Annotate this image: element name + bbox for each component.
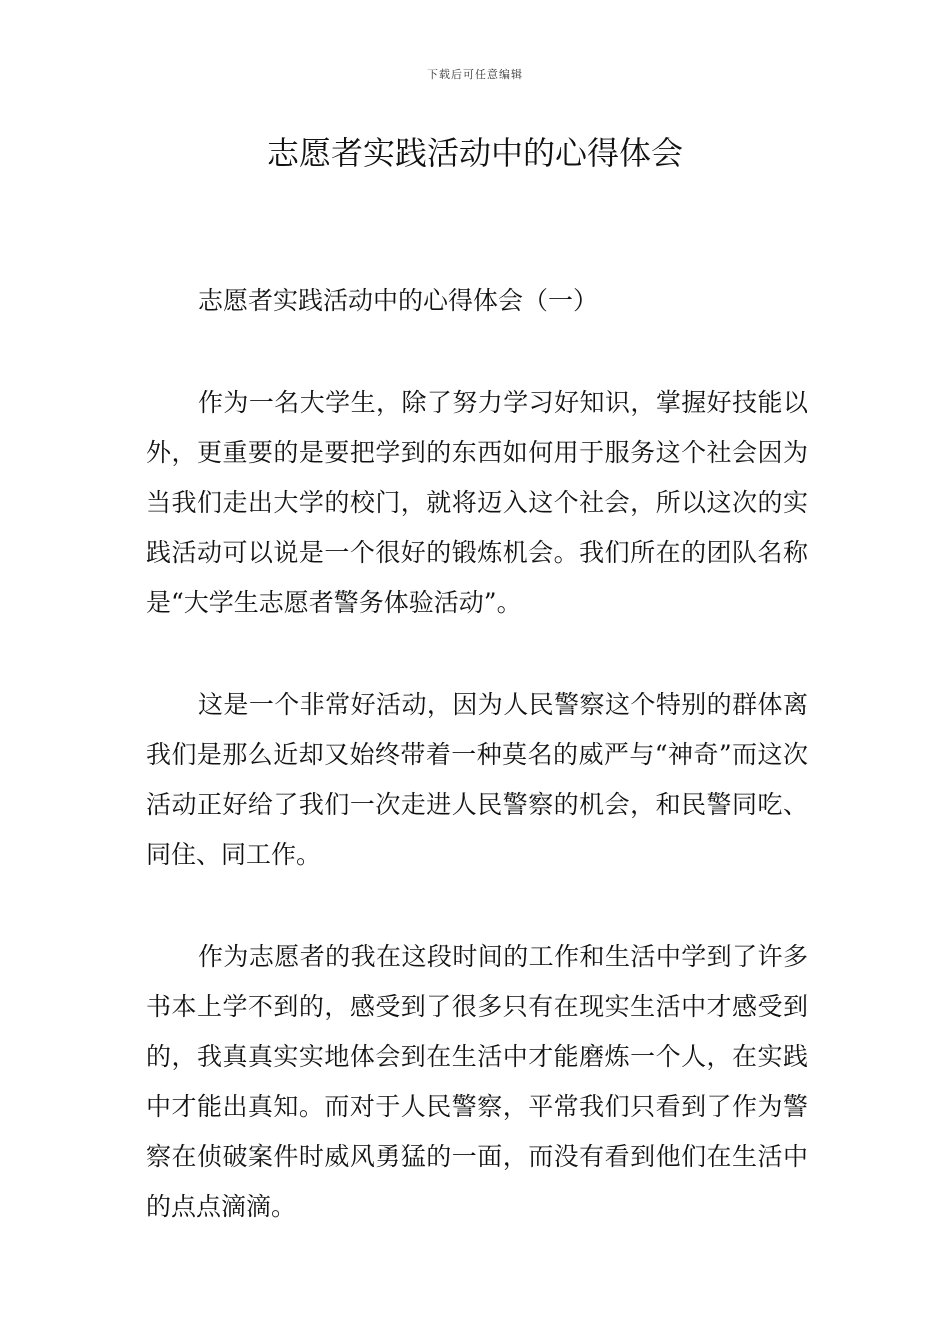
- section-subtitle: 志愿者实践活动中的心得体会（一）: [198, 286, 599, 315]
- header-note: 下载后可任意编辑: [427, 68, 523, 81]
- paragraph-2: 这是一个非常好活动，因为人民警察这个特别的群体离我们是那么近却又始终带着一种莫名的威严与“神奇”而这次活动正好给了我们一次走进人民警察的机会，和民警同吃、同住、同工作。: [146, 690, 808, 869]
- document-title: 志愿者实践活动中的心得体会: [266, 134, 683, 172]
- paragraph-3: 作为志愿者的我在这段时间的工作和生活中学到了许多书本上学不到的，感受到了很多只有在现实生活中才感受到的，我真真实实地体会到在生活中才能磨炼一个人，在实践中才能出真知。而对于人民警察，平常我们只看到了作为警察在侦破案件时威风勇猛的一面，而没有看到他们在生活中的点点滴滴。: [146, 942, 808, 1221]
- paragraph-1: 作为一名大学生，除了努力学习好知识，掌握好技能以外，更重要的是要把学到的东西如何用于服务这个社会因为当我们走出大学的校门，就将迈入这个社会，所以这次的实践活动可以说是一个很好的锻炼机会。我们所在的团队名称是“大学生志愿者警务体验活动”。: [146, 388, 808, 617]
- document-body: [146, 276, 808, 1284]
